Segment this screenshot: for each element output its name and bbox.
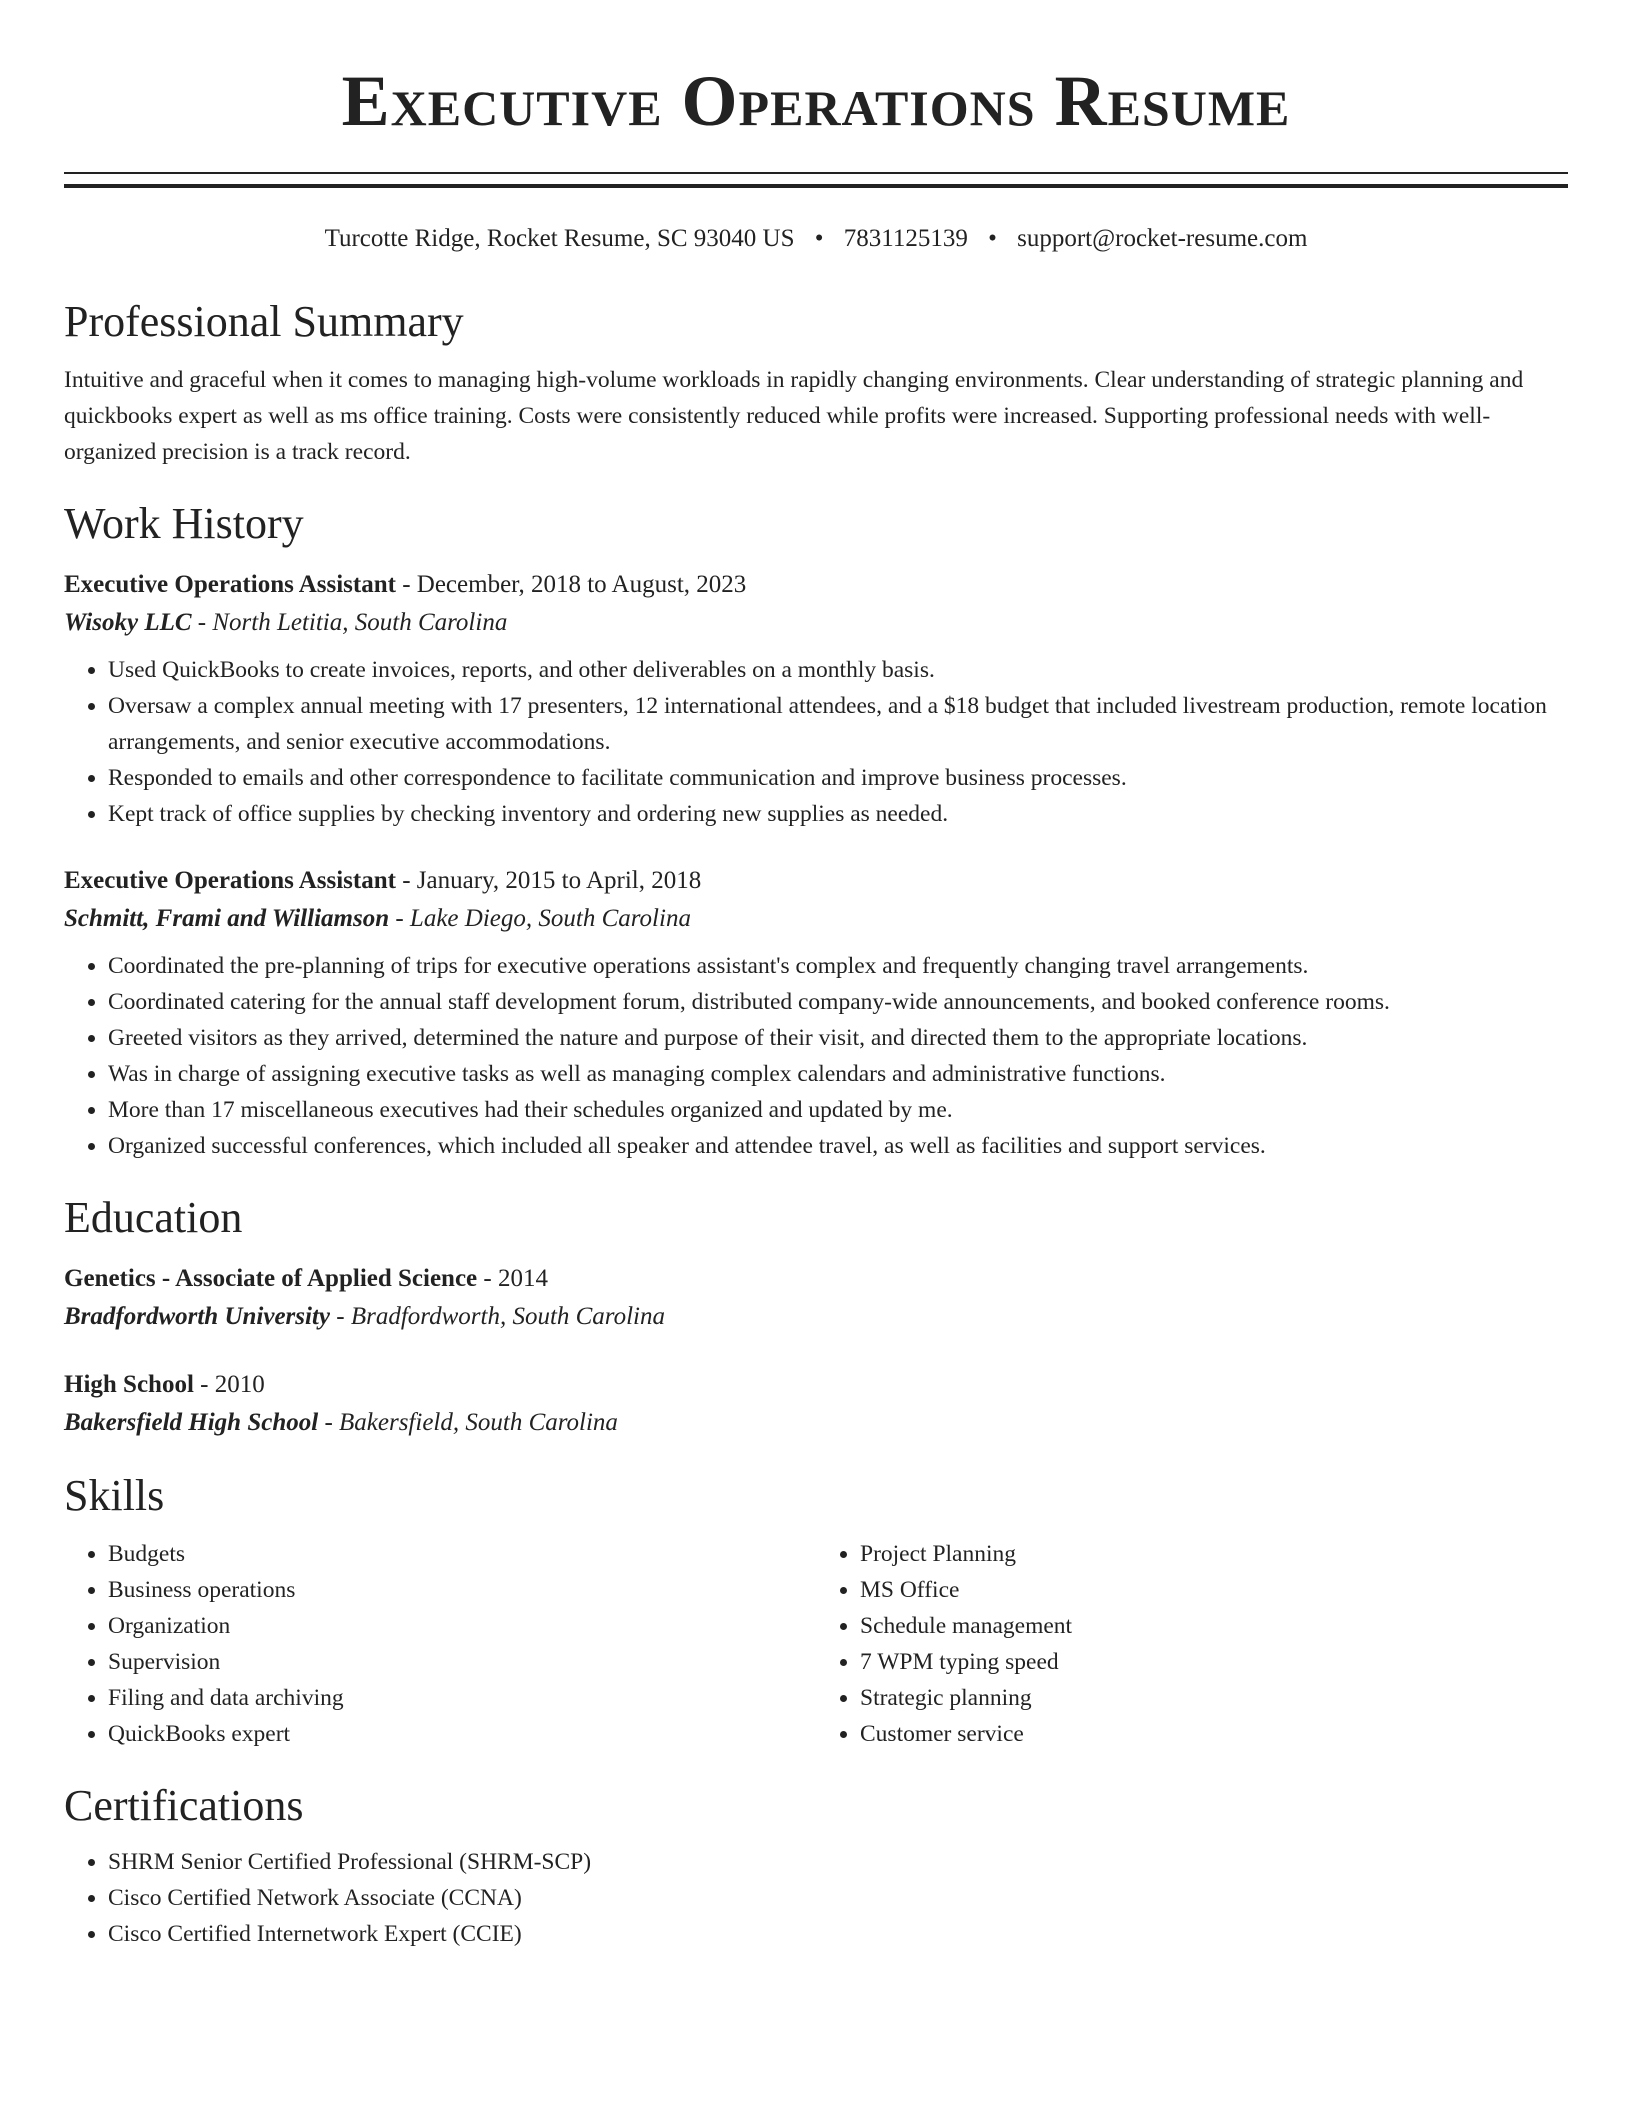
job-location: - North Letitia, South Carolina	[191, 609, 508, 636]
education-school-line	[64, 1298, 1568, 1336]
job-entry	[64, 566, 1568, 832]
job-company: Wisoky LLC	[64, 609, 192, 636]
education-heading: Education	[64, 1193, 243, 1242]
education-location: - Bradfordworth, South Carolina	[330, 1303, 666, 1330]
summary-text: Intuitive and graceful when it comes to managing high-volume workloads in rapidly changing environments. Clear understanding of strategic planning and quickbooks expert as well as ms office training. Costs were consistently reduced while profits were increased. Supporting professional needs with well-organized precision is a track record.	[64, 367, 1524, 465]
education-header	[64, 1260, 1568, 1298]
skill-item: • QuickBooks expert	[108, 1716, 816, 1752]
contact-phone: 7831125139	[843, 225, 968, 252]
job-entry	[64, 862, 1568, 1164]
certification-item: • Cisco Certified Internetwork Expert (CCIE)	[108, 1916, 1568, 1952]
skill-item: • Filing and data archiving	[108, 1680, 816, 1716]
education-entry	[64, 1260, 1568, 1336]
education-header	[64, 1366, 1568, 1404]
job-role: Executive Operations Assistant	[64, 867, 396, 894]
education-entry	[64, 1366, 1568, 1442]
job-bullets	[64, 948, 1568, 1164]
education-school: Bradfordworth University	[64, 1303, 331, 1330]
job-role: Executive Operations Assistant	[64, 571, 396, 598]
education-section	[64, 1190, 1568, 1442]
contact-separator: •	[988, 225, 997, 252]
work-history-heading: Work History	[64, 499, 304, 548]
job-dates: - December, 2018 to August, 2023	[395, 571, 747, 598]
job-bullet: • Coordinated catering for the annual staff development forum, distributed company-wide announcements, and booked conference rooms.	[108, 984, 1568, 1020]
education-school-line	[64, 1404, 1568, 1442]
skill-item: • Strategic planning	[860, 1680, 1568, 1716]
education-year: - 2014	[477, 1265, 548, 1292]
education-year: - 2010	[193, 1371, 265, 1398]
skills-left-column	[64, 1536, 816, 1752]
education-school: Bakersfield High School	[64, 1409, 319, 1436]
job-location: - Lake Diego, South Carolina	[389, 905, 691, 932]
certifications-list	[64, 1844, 1568, 1952]
job-bullet: • Oversaw a complex annual meeting with 17 presenters, 12 international attendees, and a $18 budget that included livestream production, remote location arrangements, and senior executive accommodations.	[108, 688, 1568, 760]
education-degree: Genetics - Associate of Applied Science	[64, 1265, 478, 1292]
skill-item: • Organization	[108, 1608, 816, 1644]
job-bullet: • Coordinated the pre-planning of trips for executive operations assistant's complex and frequently changing travel arrangements.	[108, 948, 1568, 984]
job-company-line	[64, 900, 1568, 938]
summary-heading: Professional Summary	[64, 297, 464, 346]
education-degree: High School	[64, 1371, 194, 1398]
resume-title: Executive Operations Resume	[341, 61, 1291, 141]
contact-separator: •	[814, 225, 824, 252]
job-bullet: • Kept track of office supplies by checking inventory and ordering new supplies as needed.	[108, 796, 1568, 832]
job-company-line	[64, 604, 1568, 642]
job-company: Schmitt, Frami and Williamson	[64, 905, 390, 932]
skill-item: • Schedule management	[860, 1608, 1568, 1644]
certification-item: • SHRM Senior Certified Professional (SHRM-SCP)	[108, 1844, 1568, 1880]
job-bullet: • Used QuickBooks to create invoices, reports, and other deliverables on a monthly basis.	[108, 652, 1568, 688]
job-bullets	[64, 652, 1568, 832]
job-bullet: • Responded to emails and other correspondence to facilitate communication and improve business processes.	[108, 760, 1568, 796]
skill-item: • Business operations	[108, 1572, 816, 1608]
title-double-rule	[64, 172, 1568, 188]
education-location: - Bakersfield, South Carolina	[318, 1409, 618, 1436]
skill-item: • Project Planning	[860, 1536, 1568, 1572]
skills-columns	[64, 1536, 1568, 1752]
contact-email: support@rocket-resume.com	[1017, 225, 1308, 252]
skills-heading: Skills	[64, 1471, 165, 1520]
skill-item: • MS Office	[860, 1572, 1568, 1608]
skills-right-column	[816, 1536, 1568, 1752]
job-bullet: • Greeted visitors as they arrived, determined the nature and purpose of their visit, and directed them to the appropriate locations.	[108, 1020, 1568, 1056]
job-bullet: • Organized successful conferences, which included all speaker and attendee travel, as well as facilities and support services.	[108, 1128, 1568, 1164]
entry-gap	[64, 832, 1568, 862]
contact-address: Turcotte Ridge, Rocket Resume, SC 93040 US	[324, 225, 795, 252]
skills-section	[64, 1468, 1568, 1752]
job-dates: - January, 2015 to April, 2018	[395, 867, 702, 894]
certifications-section	[64, 1778, 1568, 1952]
work-history-section	[64, 496, 1568, 1164]
entry-gap	[64, 1336, 1568, 1366]
skill-item: • Customer service	[860, 1716, 1568, 1752]
contact-line	[64, 224, 1568, 254]
job-bullet: • More than 17 miscellaneous executives had their schedules organized and updated by me.	[108, 1092, 1568, 1128]
job-header	[64, 862, 1568, 900]
job-header	[64, 566, 1568, 604]
certification-item: • Cisco Certified Network Associate (CCNA)	[108, 1880, 1568, 1916]
certifications-heading: Certifications	[64, 1781, 304, 1830]
skill-item: • Budgets	[108, 1536, 816, 1572]
skill-item: • Supervision	[108, 1644, 816, 1680]
skill-item: • 7 WPM typing speed	[860, 1644, 1568, 1680]
job-bullet: • Was in charge of assigning executive tasks as well as managing complex calendars and administrative functions.	[108, 1056, 1568, 1092]
